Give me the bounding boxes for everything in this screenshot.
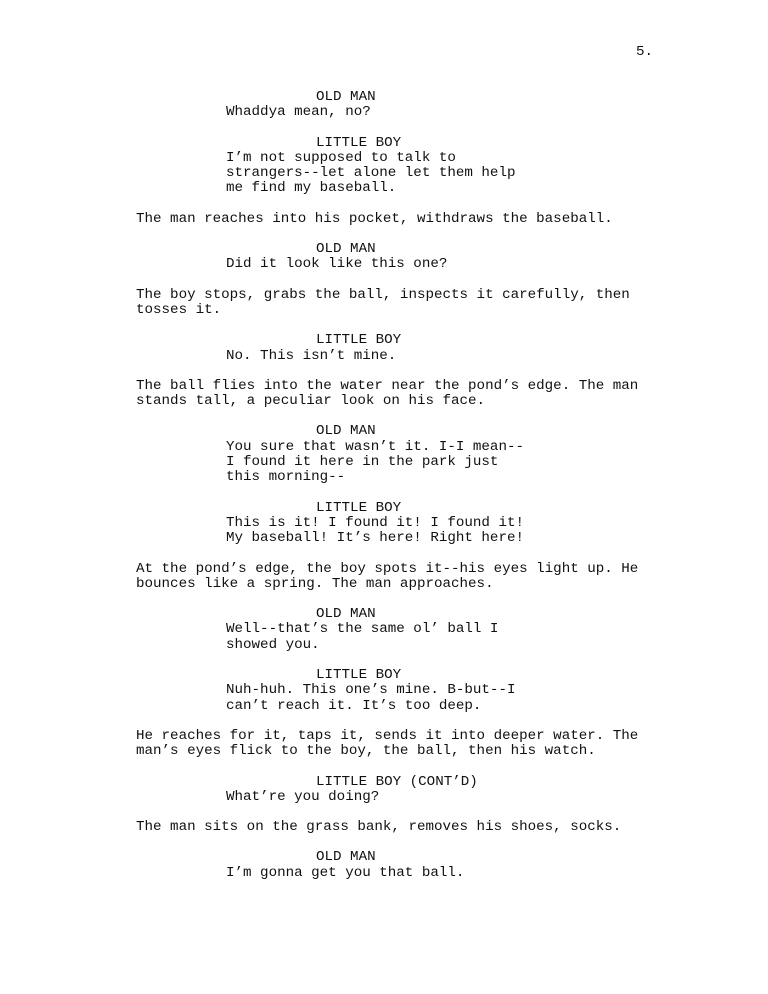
dialogue-line: I’m gonna get you that ball. bbox=[226, 864, 465, 881]
dialogue-line: Did it look like this one? bbox=[226, 256, 448, 273]
character-name: LITTLE BOY bbox=[316, 134, 402, 151]
character-name: LITTLE BOY (CONT’D) bbox=[316, 773, 478, 790]
character-name: OLD MAN bbox=[316, 849, 376, 866]
character-name: OLD MAN bbox=[316, 606, 376, 623]
dialogue-line: I’m not supposed to talk to strangers--let alone let them help me find my baseball. bbox=[226, 149, 516, 197]
action-line: The boy stops, grabs the ball, inspects it carefully, then tosses it. bbox=[136, 286, 630, 318]
character-name: LITTLE BOY bbox=[316, 332, 402, 349]
character-name: OLD MAN bbox=[316, 423, 376, 440]
action-line: The ball flies into the water near the pond’s edge. The man stands tall, a peculiar look on his face. bbox=[136, 377, 639, 410]
dialogue-line: What’re you doing? bbox=[226, 788, 380, 805]
dialogue-line: This is it! I found it! I found it! My baseball! It’s here! Right here! bbox=[226, 514, 524, 547]
character-name: OLD MAN bbox=[316, 89, 376, 105]
dialogue-line: Nuh-huh. This one’s mine. B-but--I can’t reach it. It’s too deep. bbox=[226, 682, 516, 714]
action-line: The man sits on the grass bank, removes his shoes, socks. bbox=[136, 819, 622, 836]
dialogue-line: You sure that wasn’t it. I-I mean-- I found it here in the park just this morning-- bbox=[226, 438, 524, 486]
character-name: LITTLE BOY bbox=[316, 499, 402, 516]
action-line: He reaches for it, taps it, sends it into deeper water. The man’s eyes flick to the boy, the ball, then his watch. bbox=[136, 727, 639, 760]
dialogue-line: No. This isn’t mine. bbox=[226, 347, 397, 364]
dialogue-line: Well--that’s the same ol’ ball I showed you. bbox=[226, 621, 499, 653]
page-number: 5. bbox=[636, 44, 654, 60]
character-name: LITTLE BOY bbox=[316, 667, 402, 684]
screenplay-body bbox=[0, 90, 768, 881]
action-line: At the pond’s edge, the boy spots it--his eyes light up. He bounces like a spring. The man approaches. bbox=[136, 560, 639, 592]
character-name: OLD MAN bbox=[316, 241, 376, 258]
action-line: The man reaches into his pocket, withdraws the baseball. bbox=[136, 210, 613, 227]
dialogue-line: Whaddya mean, no? bbox=[226, 104, 371, 121]
